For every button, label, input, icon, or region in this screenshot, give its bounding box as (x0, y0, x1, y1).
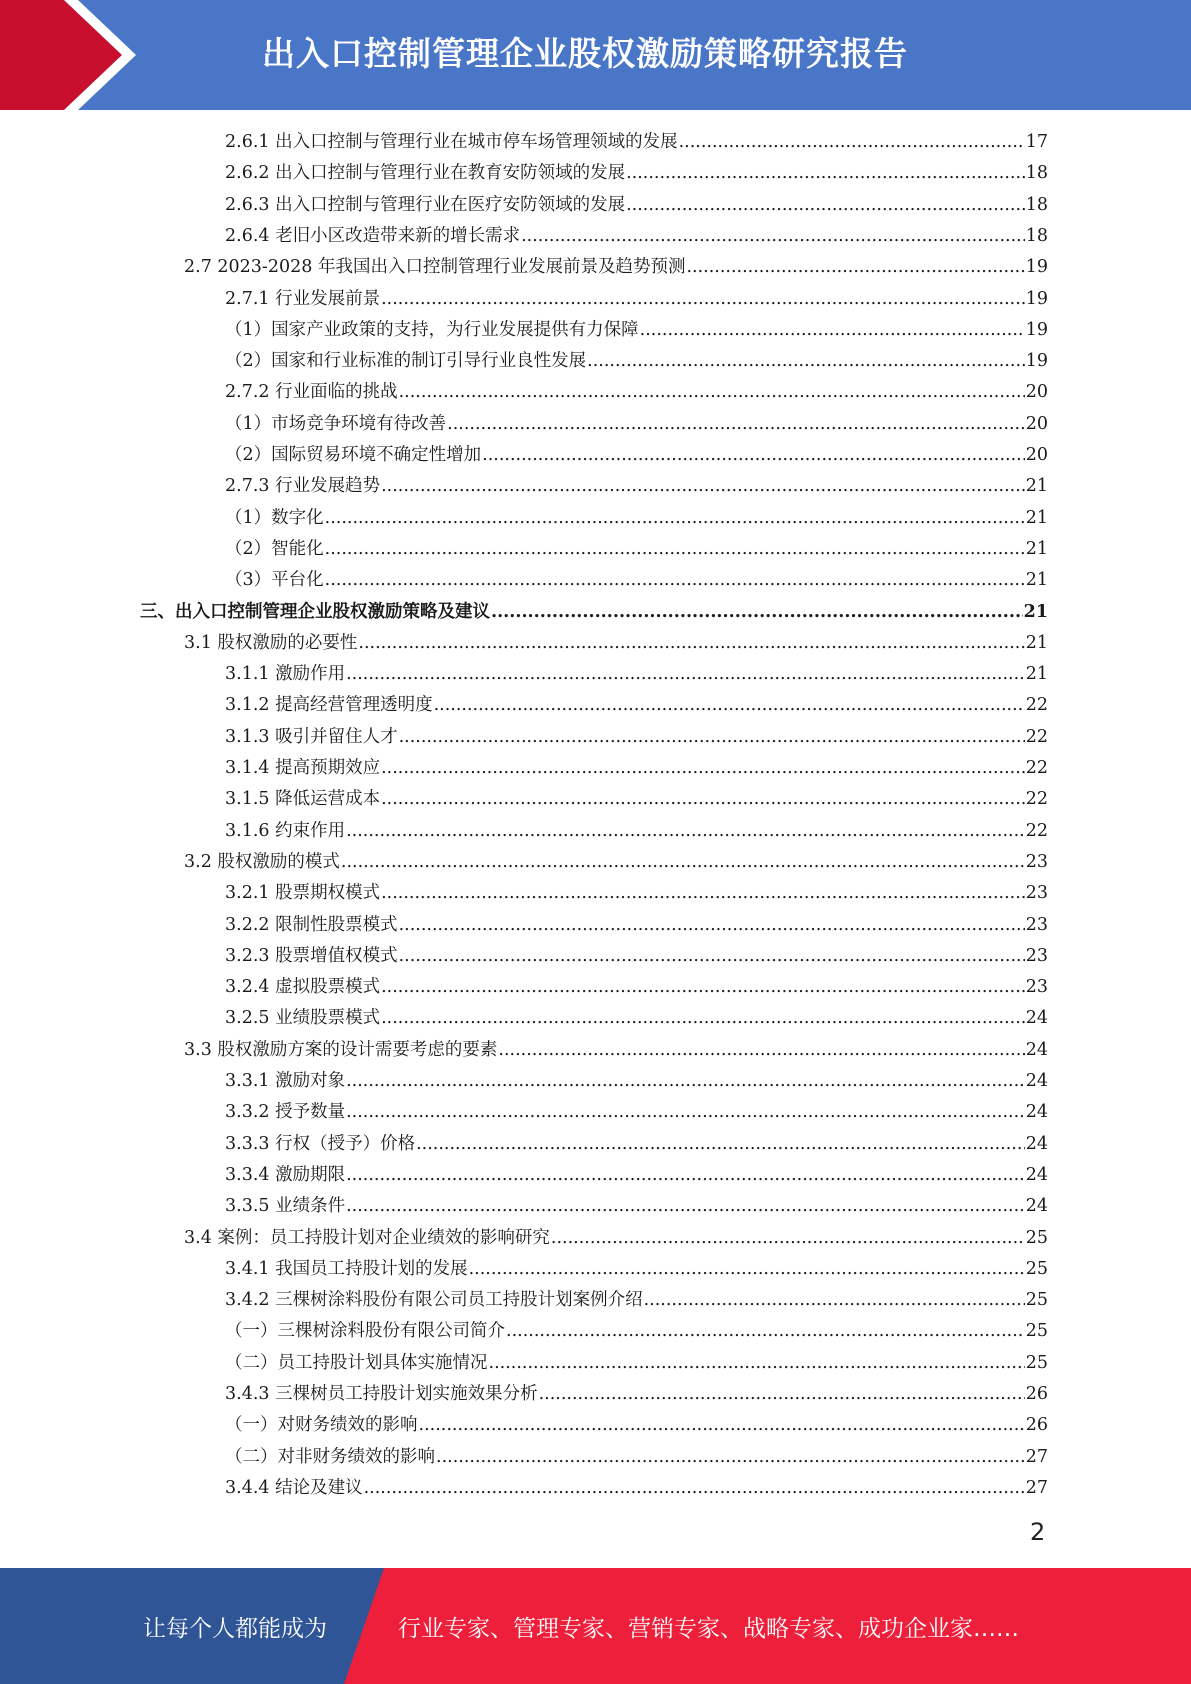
toc-dot-leader (346, 660, 1025, 688)
toc-entry[interactable] (140, 598, 1048, 626)
toc-entry[interactable] (225, 723, 1048, 751)
toc-entry-title: （2）国际贸易环境不确定性增加 (225, 445, 482, 465)
toc-dot-leader (381, 285, 1025, 313)
toc-entry-title: 3.4 案例：员工持股计划对企业绩效的影响研究 (184, 1227, 550, 1248)
toc-entry[interactable] (225, 1286, 1048, 1314)
toc-entry-page: 22 (1025, 695, 1048, 716)
toc-entry[interactable] (225, 285, 1048, 313)
toc-entry-page: 21 (1025, 538, 1048, 559)
toc-entry[interactable] (225, 973, 1048, 1001)
toc-entry-page: 18 (1025, 225, 1048, 246)
toc-entry[interactable] (225, 1004, 1048, 1032)
toc-entry-title: （1）数字化 (225, 507, 324, 528)
toc-entry[interactable] (225, 128, 1048, 156)
toc-entry[interactable] (225, 347, 1048, 375)
toc-entry-title: 2.7.2 行业面临的挑战 (225, 382, 398, 403)
toc-dot-leader (469, 1255, 1025, 1283)
toc-entry-page: 24 (1025, 1102, 1048, 1123)
toc-dot-leader (436, 1443, 1025, 1471)
toc-dot-leader (346, 1192, 1025, 1220)
toc-dot-leader (416, 1130, 1025, 1158)
toc-entry-page: 18 (1025, 194, 1048, 215)
toc-entry-page: 24 (1025, 1008, 1048, 1029)
toc-entry-page: 20 (1025, 382, 1048, 403)
toc-entry[interactable] (225, 942, 1048, 970)
toc-dot-leader (399, 378, 1025, 406)
toc-entry-page: 26 (1025, 1415, 1048, 1436)
toc-entry[interactable] (184, 253, 1048, 281)
toc-dot-leader (399, 911, 1025, 939)
toc-entry-title: 3.3 股权激励方案的设计需要考虑的要素 (184, 1039, 498, 1060)
toc-entry-page: 23 (1025, 977, 1048, 998)
toc-dot-leader (346, 1161, 1025, 1189)
toc-entry[interactable] (225, 1317, 1048, 1345)
toc-entry-title: 3.3.4 激励期限 (225, 1164, 346, 1185)
toc-entry-page: 22 (1025, 758, 1048, 778)
toc-entry-page: 24 (1025, 1196, 1048, 1217)
toc-entry-title: 3.2.1 股票期权模式 (225, 883, 381, 904)
toc-entry-page: 25 (1025, 1352, 1048, 1373)
toc-dot-leader (399, 942, 1025, 970)
toc-entry-page: 27 (1025, 1477, 1048, 1498)
toc-entry-title: 3.2.5 业绩股票模式 (225, 1008, 381, 1029)
toc-entry[interactable] (225, 879, 1048, 907)
toc-entry[interactable] (225, 441, 1048, 469)
toc-dot-leader (686, 253, 1024, 281)
page-number: 2 (1030, 1518, 1046, 1546)
toc-dot-leader (521, 222, 1025, 250)
toc-entry-page: 22 (1025, 726, 1048, 747)
toc-entry-title: 3.2.4 虚拟股票模式 (225, 977, 381, 998)
toc-entry-page: 19 (1025, 319, 1048, 340)
toc-entry-page: 24 (1025, 1071, 1048, 1091)
toc-entry[interactable] (225, 504, 1048, 532)
toc-dot-leader (491, 598, 1023, 626)
toc-entry[interactable] (184, 1224, 1048, 1252)
page-footer (0, 1568, 1191, 1684)
toc-entry[interactable] (225, 1067, 1048, 1095)
toc-entry[interactable] (225, 159, 1048, 187)
toc-entry-title: 2.7.3 行业发展趋势 (225, 476, 381, 497)
toc-entry[interactable] (225, 1130, 1048, 1158)
toc-entry[interactable] (225, 1474, 1048, 1502)
toc-entry-title: 3.4.2 三棵树涂料股份有限公司员工持股计划案例介绍 (225, 1290, 643, 1311)
toc-entry-page: 17 (1025, 132, 1048, 152)
toc-entry-title: 3.1.5 降低运营成本 (225, 789, 381, 810)
toc-dot-leader (381, 472, 1025, 500)
toc-entry-title: （3）平台化 (225, 570, 324, 591)
toc-dot-leader (346, 1067, 1025, 1095)
toc-entry-title: 3.1.1 激励作用 (225, 664, 346, 685)
toc-entry[interactable] (225, 316, 1048, 344)
toc-entry-page: 22 (1025, 789, 1048, 810)
toc-entry[interactable] (225, 1192, 1048, 1220)
toc-dot-leader (381, 754, 1025, 782)
toc-dot-leader (539, 1380, 1025, 1408)
toc-entry-page: 25 (1025, 1227, 1048, 1248)
toc-entry-title: 3.2 股权激励的模式 (184, 851, 340, 872)
toc-dot-leader (587, 347, 1025, 375)
toc-entry-page: 18 (1025, 163, 1048, 184)
page-header (0, 0, 1191, 110)
toc-entry-page: 20 (1025, 413, 1048, 434)
toc-entry-title: （2）国家和行业标准的制订引导行业良性发展 (225, 351, 587, 372)
toc-dot-leader (381, 879, 1025, 907)
toc-entry-page: 24 (1025, 1039, 1048, 1060)
toc-dot-leader (381, 1004, 1025, 1032)
toc-entry-title: （2）智能化 (225, 538, 324, 559)
toc-entry[interactable] (225, 410, 1048, 438)
toc-dot-leader (498, 1036, 1024, 1064)
toc-entry[interactable] (225, 1411, 1048, 1439)
toc-dot-leader (346, 817, 1025, 845)
toc-entry-page: 19 (1025, 257, 1048, 278)
toc-entry-title: 三、出入口控制管理企业股权激励策略及建议 (140, 601, 490, 622)
toc-entry-page: 21 (1025, 476, 1048, 497)
toc-entry-page: 25 (1025, 1321, 1048, 1342)
toc-entry[interactable] (225, 222, 1048, 250)
toc-entry[interactable] (225, 1161, 1048, 1189)
toc-entry[interactable] (225, 378, 1048, 406)
toc-entry[interactable] (225, 472, 1048, 500)
toc-entry[interactable] (225, 754, 1048, 782)
toc-entry-page: 19 (1025, 288, 1048, 309)
toc-entry-page: 23 (1025, 945, 1048, 966)
toc-entry[interactable] (225, 191, 1048, 219)
toc-entry-title: 3.1.4 提高预期效应 (225, 758, 381, 778)
toc-entry[interactable] (184, 629, 1048, 657)
toc-entry-title: 3.4.4 结论及建议 (225, 1477, 363, 1498)
toc-dot-leader (626, 191, 1025, 219)
toc-entry-page: 26 (1025, 1384, 1048, 1404)
toc-entry-page: 19 (1025, 351, 1048, 372)
toc-entry-title: 3.4.3 三棵树员工持股计划实施效果分析 (225, 1384, 538, 1404)
toc-entry-title: （二）对非财务绩效的影响 (225, 1446, 435, 1467)
toc-entry-page: 23 (1025, 851, 1048, 872)
toc-entry-page: 21 (1025, 507, 1048, 528)
toc-dot-leader (640, 316, 1025, 344)
toc-dot-leader (325, 535, 1025, 563)
toc-dot-leader (447, 410, 1025, 438)
toc-entry[interactable] (225, 535, 1048, 563)
header-arrow-decoration (0, 0, 160, 110)
toc-entry-page: 21 (1023, 601, 1048, 622)
toc-entry-title: （1）市场竞争环境有待改善 (225, 413, 447, 434)
toc-entry-title: 3.2.3 股票增值权模式 (225, 945, 398, 966)
toc-dot-leader (551, 1224, 1025, 1252)
toc-entry-page: 21 (1025, 632, 1048, 653)
footer-slogan-left: 让每个人都能成为 (143, 1616, 327, 1642)
toc-entry[interactable] (225, 660, 1048, 688)
toc-entry-page: 21 (1025, 570, 1048, 591)
toc-entry[interactable] (184, 1036, 1048, 1064)
toc-entry-title: （1）国家产业政策的支持，为行业发展提供有力保障 (225, 319, 639, 340)
toc-entry-title: 3.1.6 约束作用 (225, 820, 346, 841)
toc-dot-leader (679, 128, 1025, 156)
toc-entry-page: 23 (1025, 914, 1048, 935)
toc-entry-title: 2.7 2023-2028 年我国出入口控制管理行业发展前景及趋势预测 (184, 257, 686, 278)
toc-entry-title: 2.6.2 出入口控制与管理行业在教育安防领域的发展 (225, 163, 626, 184)
toc-entry-page: 23 (1025, 883, 1048, 904)
toc-entry-page: 25 (1025, 1258, 1048, 1279)
report-title: 出入口控制管理企业股权激励策略研究报告 (262, 34, 908, 73)
toc-entry[interactable] (225, 1443, 1048, 1471)
toc-entry-page: 22 (1025, 820, 1048, 841)
toc-entry-title: 3.1.3 吸引并留住人才 (225, 726, 398, 747)
toc-entry[interactable] (225, 817, 1048, 845)
toc-entry-title: 2.6.3 出入口控制与管理行业在医疗安防领域的发展 (225, 194, 626, 215)
toc-entry[interactable] (225, 911, 1048, 939)
toc-dot-leader (346, 1098, 1025, 1126)
toc-entry-title: 3.3.1 激励对象 (225, 1071, 346, 1091)
toc-dot-leader (381, 973, 1025, 1001)
toc-entry-title: 3.4.1 我国员工持股计划的发展 (225, 1258, 468, 1279)
toc-entry-page: 25 (1025, 1290, 1048, 1311)
toc-entry[interactable] (225, 785, 1048, 813)
toc-dot-leader (325, 566, 1025, 594)
toc-entry-page: 20 (1025, 445, 1048, 465)
toc-dot-leader (626, 159, 1025, 187)
toc-entry-title: 3.3.2 授予数量 (225, 1102, 346, 1123)
toc-entry-title: （一）三棵树涂料股份有限公司简介 (225, 1321, 505, 1342)
toc-entry-title: 3.2.2 限制性股票模式 (225, 914, 398, 935)
toc-entry[interactable] (225, 691, 1048, 719)
toc-entry-page: 21 (1025, 664, 1048, 685)
toc-dot-leader (419, 1411, 1025, 1439)
toc-entry-title: （一）对财务绩效的影响 (225, 1415, 418, 1436)
toc-entry-title: 3.3.3 行权（授予）价格 (225, 1133, 416, 1154)
toc-dot-leader (358, 629, 1024, 657)
toc-dot-leader (325, 504, 1025, 532)
toc-entry[interactable] (225, 1255, 1048, 1283)
toc-entry-page: 27 (1025, 1446, 1048, 1467)
toc-entry-title: 3.1 股权激励的必要性 (184, 632, 358, 653)
toc-entry[interactable] (225, 1349, 1048, 1377)
toc-entry-page: 24 (1025, 1164, 1048, 1185)
toc-entry-title: 2.6.4 老旧小区改造带来新的增长需求 (225, 225, 521, 246)
toc-dot-leader (399, 723, 1025, 751)
toc-dot-leader (434, 691, 1025, 719)
toc-entry[interactable] (184, 848, 1048, 876)
toc-entry[interactable] (225, 1098, 1048, 1126)
toc-entry[interactable] (225, 566, 1048, 594)
toc-entry-title: 3.3.5 业绩条件 (225, 1196, 346, 1217)
toc-dot-leader (381, 785, 1025, 813)
toc-entry-title: 2.7.1 行业发展前景 (225, 288, 381, 309)
toc-entry[interactable] (225, 1380, 1048, 1408)
toc-dot-leader (482, 441, 1025, 469)
toc-dot-leader (341, 848, 1025, 876)
footer-slogan-right: 行业专家、管理专家、营销专家、战略专家、成功企业家…… (398, 1616, 1019, 1642)
toc-entry-title: （二）员工持股计划具体实施情况 (225, 1352, 488, 1373)
toc-entry-title: 3.1.2 提高经营管理透明度 (225, 695, 433, 716)
toc-dot-leader (489, 1349, 1025, 1377)
toc-dot-leader (644, 1286, 1025, 1314)
toc-dot-leader (364, 1474, 1025, 1502)
toc-dot-leader (506, 1317, 1025, 1345)
toc-entry-title: 2.6.1 出入口控制与管理行业在城市停车场管理领域的发展 (225, 132, 678, 152)
toc-entry-page: 24 (1025, 1133, 1048, 1154)
